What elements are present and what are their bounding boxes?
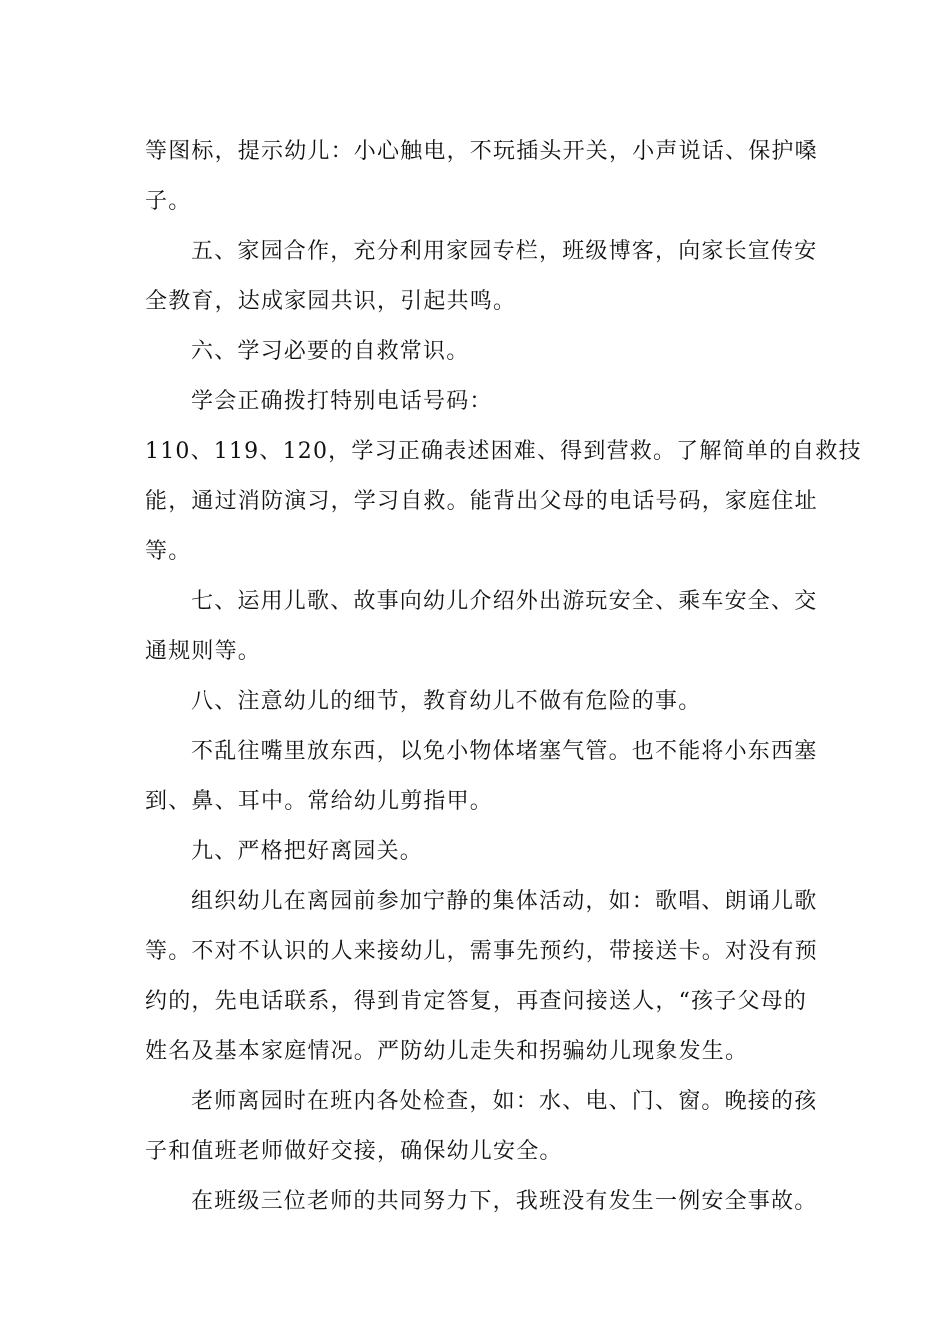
text-line: 九、严格把好离园关。 xyxy=(191,839,424,864)
text-line: 组织幼儿在离园前参加宁静的集体活动，如：歌唱、朗诵儿歌 xyxy=(191,889,818,914)
text-line: 在班级三位老师的共同努力下，我班没有发生一例安全事故。 xyxy=(191,1189,818,1214)
text-line: 等。不对不认识的人来接幼儿，需事先预约，带接送卡。对没有预 xyxy=(145,939,818,964)
text-line: 到、鼻、耳中。常给幼儿剪指甲。 xyxy=(145,789,494,814)
text-line: 110、119、120，学习正确表述困难、得到营救。了解简单的自救技 xyxy=(145,439,862,464)
text-line: 姓名及基本家庭情况。严防幼儿走失和拐骗幼儿现象发生。 xyxy=(145,1039,749,1064)
text-line: 学会正确拨打特别电话号码： xyxy=(191,389,493,414)
text-line: 等图标，提示幼儿：小心触电，不玩插头开关，小声说话、保护嗓 xyxy=(145,139,818,164)
text-line: 通规则等。 xyxy=(145,639,262,664)
text-line: 全教育，达成家园共识，引起共鸣。 xyxy=(145,289,517,314)
text-line: 子。 xyxy=(145,189,192,214)
text-line: 等。 xyxy=(145,539,192,564)
text-line: 能，通过消防演习，学习自救。能背出父母的电话号码，家庭住址 xyxy=(145,489,818,514)
text-line: 不乱往嘴里放东西，以免小物体堵塞气管。也不能将小东西塞 xyxy=(191,739,818,764)
text-line: 五、家园合作，充分利用家园专栏，班级博客，向家长宣传安 xyxy=(191,239,818,264)
text-line: 八、注意幼儿的细节，教育幼儿不做有危险的事。 xyxy=(191,689,702,714)
text-line: 七、运用儿歌、故事向幼儿介绍外出游玩安全、乘车安全、交 xyxy=(191,589,818,614)
text-line: 老师离园时在班内各处检查，如：水、电、门、窗。晚接的孩 xyxy=(191,1089,818,1114)
text-line: 子和值班老师做好交接，确保幼儿安全。 xyxy=(145,1139,563,1164)
text-line: 六、学习必要的自救常识。 xyxy=(191,339,470,364)
text-line: 约的，先电话联系，得到肯定答复，再查问接送人，“孩子父母的 xyxy=(145,989,808,1014)
